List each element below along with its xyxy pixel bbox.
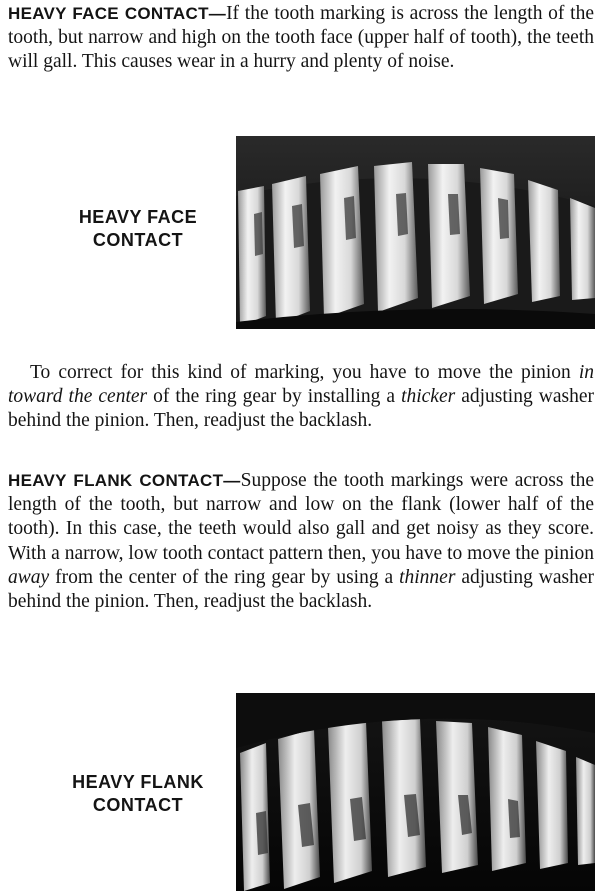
paragraph-text: adjusting washer behind the pinion. Then, readjust the backlash. bbox=[8, 386, 594, 432]
paragraph-heavy-flank-contact bbox=[8, 469, 594, 614]
paragraph-correct-face-contact bbox=[8, 361, 594, 434]
paragraph-text: from the center of the ring gear by using a bbox=[49, 566, 400, 588]
caption-line-2: CONTACT bbox=[92, 795, 184, 815]
emphasis-text: away bbox=[8, 566, 50, 588]
heading-heavy-flank-contact: HEAVY FLANK CONTACT— bbox=[8, 471, 241, 490]
emphasis-text: thinner bbox=[399, 566, 456, 588]
caption-line-2: CONTACT bbox=[92, 230, 184, 250]
gear-photo-flank-contact bbox=[236, 693, 595, 891]
emphasis-text: in toward the center bbox=[8, 362, 594, 408]
paragraph-text: To correct for this kind of marking, you have to move the pinion bbox=[30, 362, 579, 383]
emphasis-text: thicker bbox=[401, 386, 456, 408]
paragraph-text: Suppose the tooth markings were across the length of the tooth, but narrow and low on the flank (lower half of the tooth). In this case, the teeth would also gall and get noisy as they score. With a narrow, low tooth contact pattern then, you have to move the pinion bbox=[8, 470, 595, 564]
caption-line-1: HEAVY FLANK bbox=[72, 772, 204, 792]
paragraph-text: adjusting washer behind the pinion. Then, readjust the backlash. bbox=[8, 566, 594, 613]
paragraph-heavy-face-contact bbox=[8, 2, 594, 75]
paragraph-text: If the tooth marking is across the length of the tooth, but narrow and high on the tooth face (upper half of tooth), the teeth will gall. This causes wear in a hurry and plenty of noise. bbox=[8, 3, 594, 73]
caption-line-1: HEAVY FACE bbox=[78, 207, 198, 227]
heading-heavy-face-contact: HEAVY FACE CONTACT— bbox=[8, 4, 227, 23]
gear-photo-face-contact bbox=[236, 136, 595, 329]
figure-caption bbox=[58, 206, 218, 252]
figure-caption bbox=[58, 771, 218, 817]
paragraph-text: of the ring gear by installing a bbox=[147, 386, 402, 408]
